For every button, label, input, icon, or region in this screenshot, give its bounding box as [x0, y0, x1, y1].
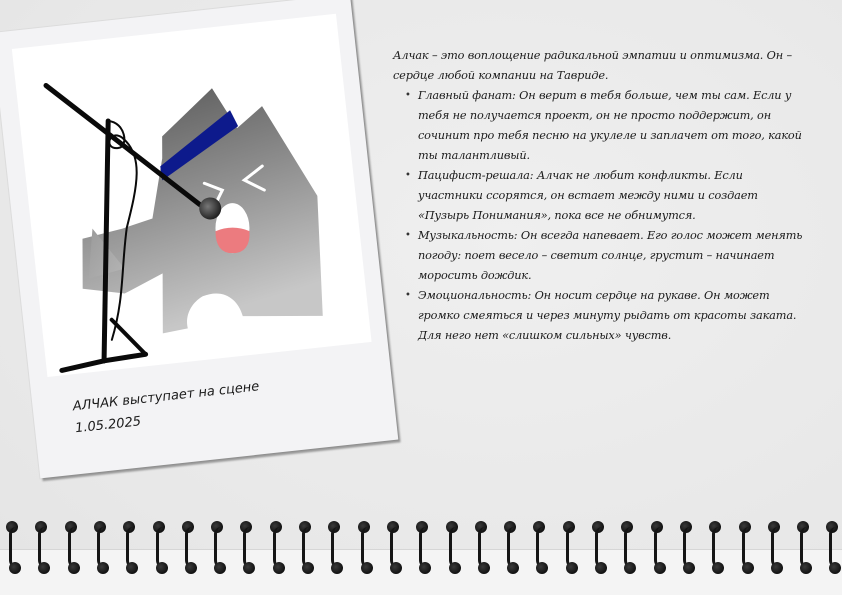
ring-hole — [683, 562, 695, 574]
ring-hole — [243, 562, 255, 574]
ring-hole — [507, 562, 519, 574]
spiral-ring — [621, 519, 635, 577]
ring-hole — [97, 562, 109, 574]
spiral-ring — [35, 519, 49, 577]
ring-hole — [595, 562, 607, 574]
intro-paragraph: Алчак – это воплощение радикальной эмпатии и оптимизма. Он – сердце любой компании на Тавриде. — [393, 49, 793, 82]
trait-text: Пацифист-решала: Алчак не любит конфликты. Если участники ссорятся, он встает между ними и создает «Пузырь Понимания», пока все не обнимутся. — [418, 169, 758, 222]
ring-hole — [273, 562, 285, 574]
traits-list — [393, 86, 808, 346]
ring-hole — [654, 562, 666, 574]
spiral-ring — [768, 519, 782, 577]
trait-text: Музыкальность: Он всегда напевает. Его голос может менять погоду: поет весело – светит солнце, грустит – начинает моросить дождик. — [418, 229, 803, 282]
spiral-ring — [328, 519, 342, 577]
ring-hole — [214, 562, 226, 574]
spiral-ring — [563, 519, 577, 577]
spiral-ring — [797, 519, 811, 577]
ring-hole — [800, 562, 812, 574]
ring-hole — [38, 562, 50, 574]
trait-item — [405, 86, 808, 166]
trait-item — [405, 226, 808, 286]
ring-hole — [771, 562, 783, 574]
illustration-photo — [12, 14, 372, 377]
bullet-icon: • — [405, 90, 411, 101]
photo-caption — [72, 376, 263, 440]
ring-hole — [566, 562, 578, 574]
spiral-ring — [387, 519, 401, 577]
trait-text: Эмоциональность: Он носит сердце на рукаве. Он может громко смеяться и через минуту рыдать от красоты заката. Для него нет «слишком сильных» чувств. — [418, 289, 797, 342]
spiral-ring — [270, 519, 284, 577]
ring-hole — [156, 562, 168, 574]
caption-title: АЛЧАК выступает на сцене — [72, 379, 261, 415]
spiral-ring — [358, 519, 372, 577]
spiral-ring — [211, 519, 225, 577]
spiral-ring — [826, 519, 840, 577]
ring-hole — [9, 562, 21, 574]
bullet-icon: • — [405, 170, 411, 181]
ring-hole — [126, 562, 138, 574]
spiral-ring — [592, 519, 606, 577]
ring-hole — [478, 562, 490, 574]
ring-hole — [419, 562, 431, 574]
ring-hole — [829, 562, 841, 574]
ring-hole — [361, 562, 373, 574]
spiral-ring — [416, 519, 430, 577]
spiral-ring — [446, 519, 460, 577]
ring-hole — [712, 562, 724, 574]
alchak-illustration — [12, 14, 372, 377]
spiral-ring — [153, 519, 167, 577]
spiral-ring — [709, 519, 723, 577]
ring-hole — [68, 562, 80, 574]
spiral-ring — [533, 519, 547, 577]
ring-hole — [742, 562, 754, 574]
caption-date: 1.05.2025 — [74, 414, 142, 437]
spiral-ring — [504, 519, 518, 577]
spiral-binding — [0, 519, 842, 579]
spiral-ring — [240, 519, 254, 577]
spiral-ring — [475, 519, 489, 577]
ring-hole — [624, 562, 636, 574]
bullet-icon: • — [405, 290, 411, 301]
ring-hole — [331, 562, 343, 574]
trait-item — [405, 166, 808, 226]
ring-hole — [536, 562, 548, 574]
polaroid-photo — [0, 0, 398, 478]
ring-hole — [185, 562, 197, 574]
spiral-ring — [6, 519, 20, 577]
spiral-ring — [65, 519, 79, 577]
ring-hole — [302, 562, 314, 574]
ring-hole — [390, 562, 402, 574]
spiral-ring — [299, 519, 313, 577]
spiral-ring — [123, 519, 137, 577]
trait-item — [405, 286, 808, 346]
spiral-ring — [94, 519, 108, 577]
spiral-ring — [651, 519, 665, 577]
ring-hole — [449, 562, 461, 574]
bullet-icon: • — [405, 230, 411, 241]
spiral-ring — [182, 519, 196, 577]
spiral-ring — [680, 519, 694, 577]
character-description — [393, 46, 808, 346]
trait-text: Главный фанат: Он верит в тебя больше, чем ты сам. Если у тебя не получается проект, он не просто поддержит, он сочинит про тебя песню на укулеле и заплачет от того, какой ты талантливый. — [418, 89, 802, 162]
spiral-ring — [739, 519, 753, 577]
